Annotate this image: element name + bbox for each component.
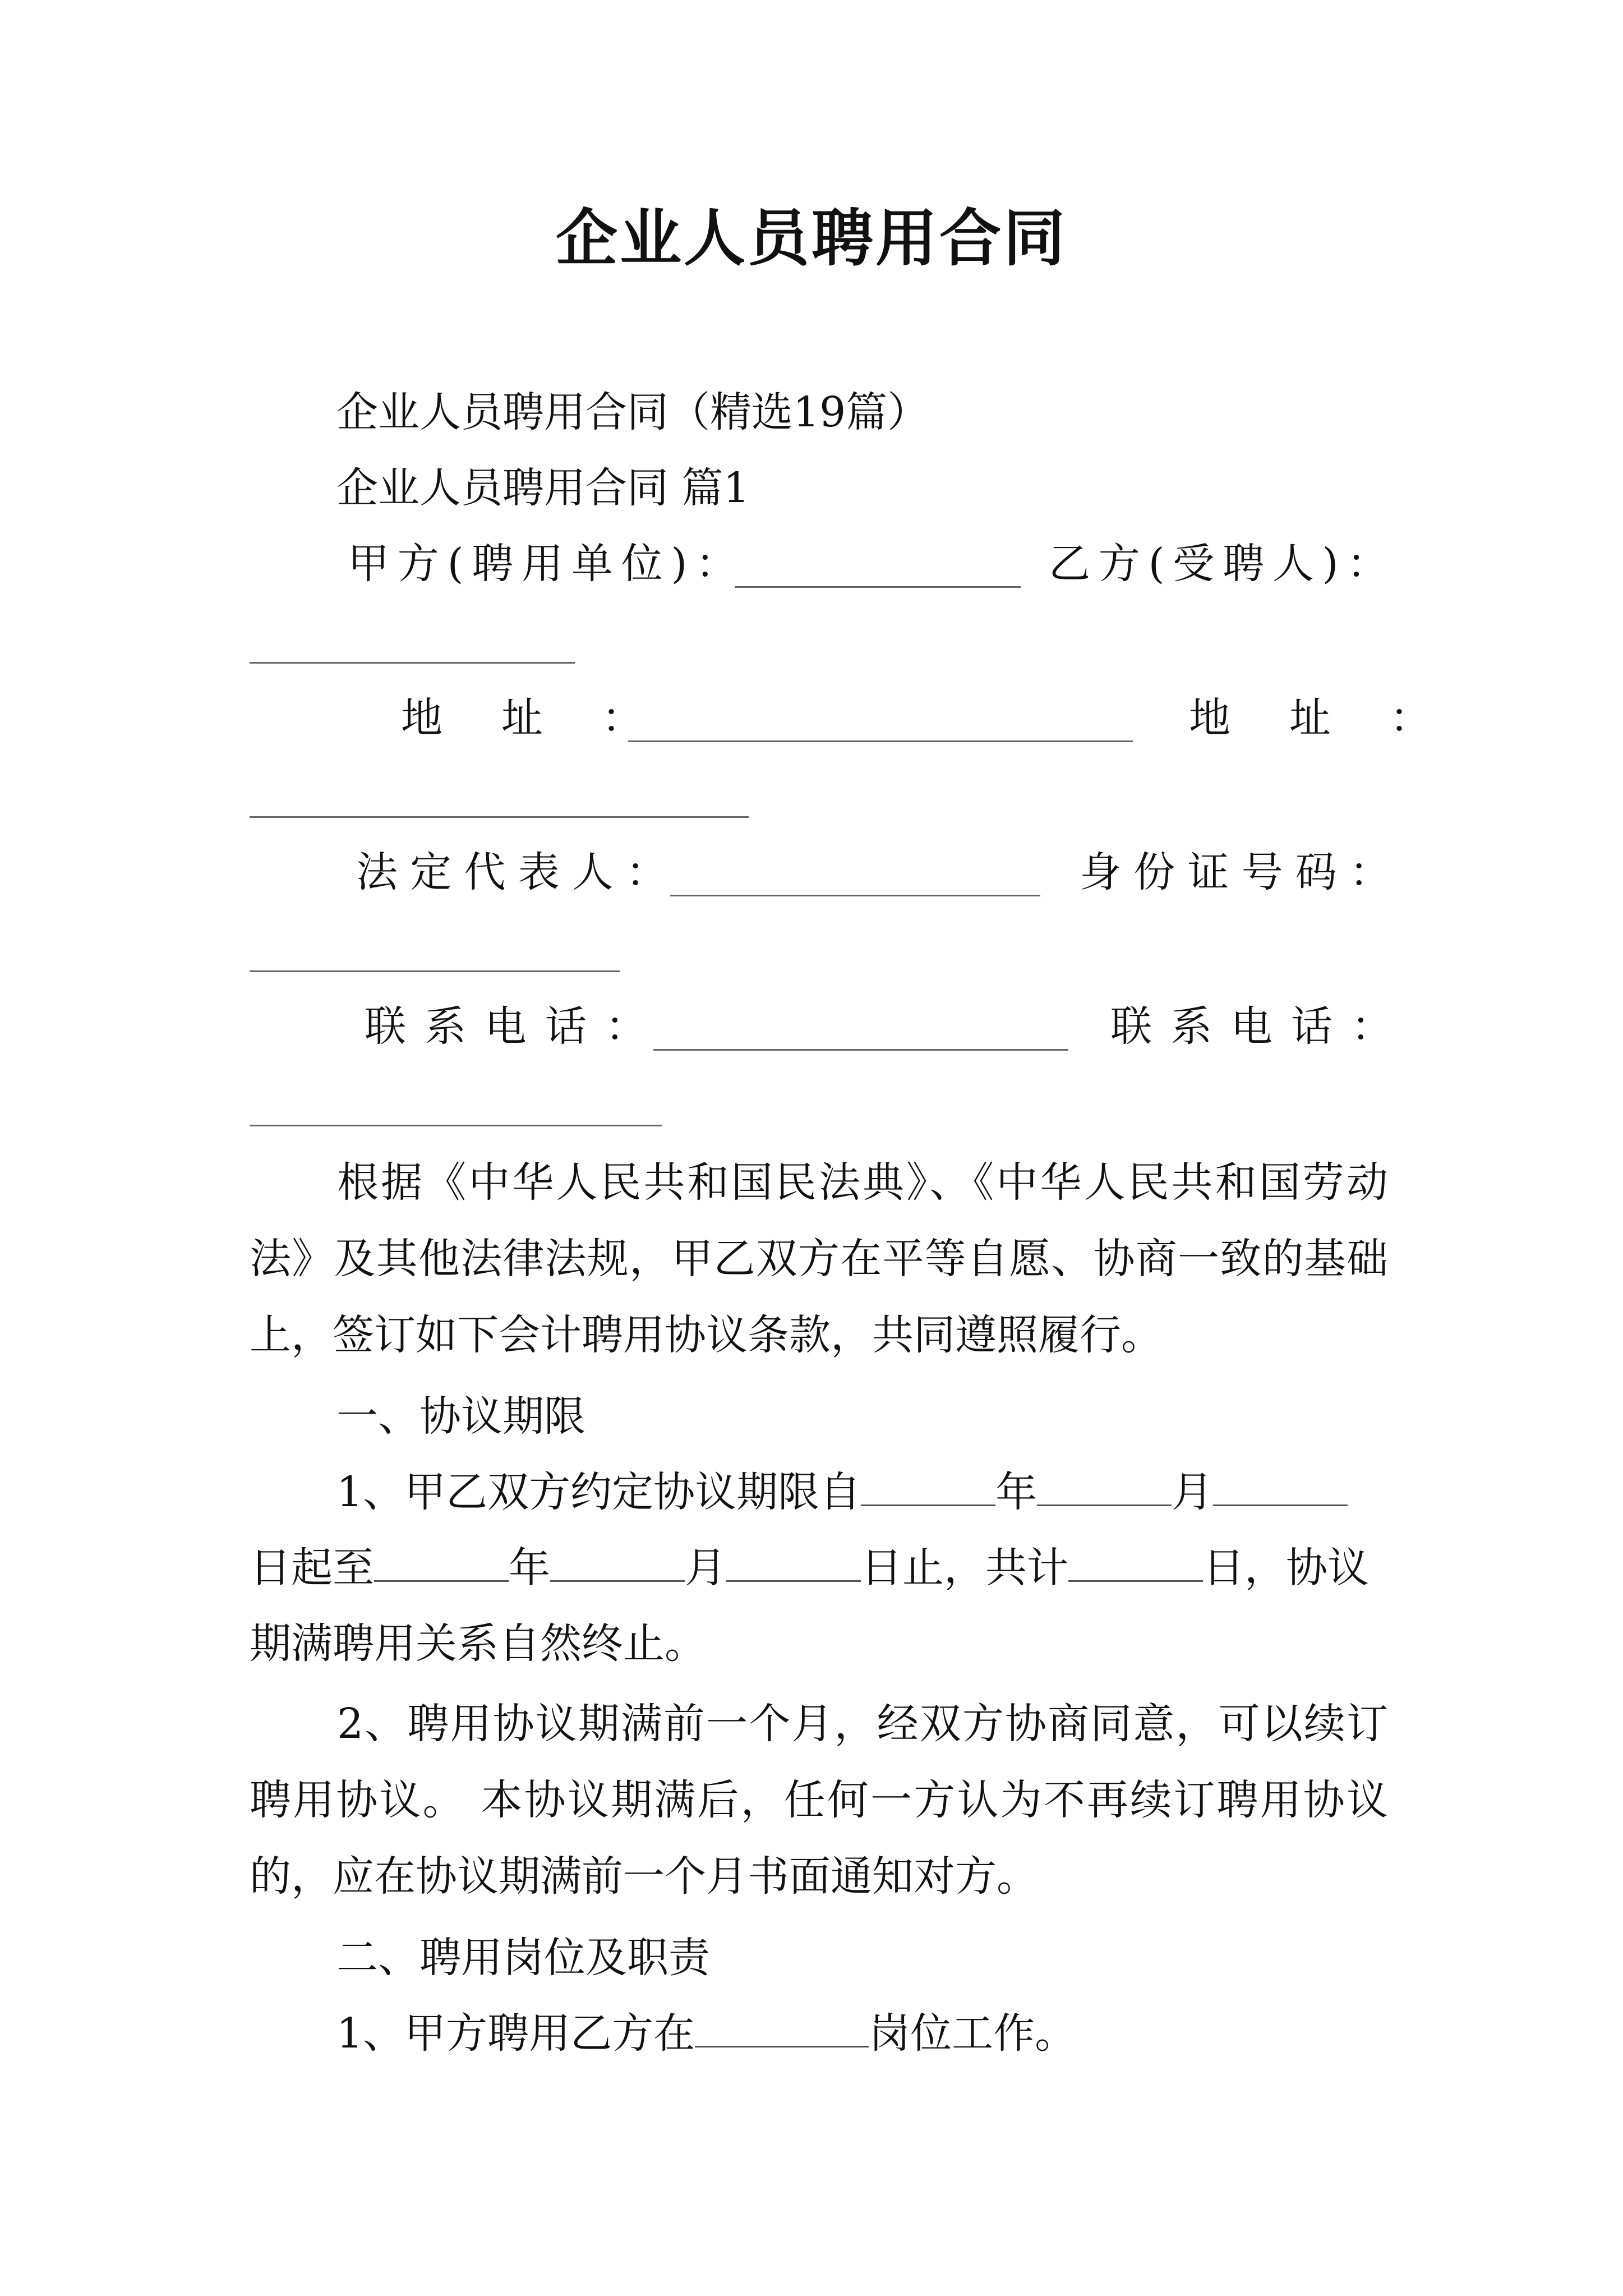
clause-1-2: 2、聘用协议期满前一个月，经双方协商同意，可以续订聘用协议。 本协议期满后，任何一方认为不再续订聘用协议的，应在协议期满前一个月书面通知对方。 xyxy=(250,1700,1388,1901)
id-number-label: 身份证号码： xyxy=(1080,848,1404,896)
clause-1-heading: 一、协议期限 xyxy=(336,1392,585,1441)
party-b-blank[interactable] xyxy=(250,662,575,664)
day-from-label: 日起至 xyxy=(250,1544,374,1592)
clause-2-1 xyxy=(336,2005,1076,2062)
month-label: 月 xyxy=(1172,1468,1214,1516)
address-label-b: 地 址 ： xyxy=(1189,694,1454,742)
legal-rep-blank[interactable] xyxy=(670,895,1040,896)
clause-1-1-line-3: 期满聘用关系自然终止。 xyxy=(250,1619,706,1668)
id-number-blank[interactable] xyxy=(250,970,620,972)
clause-1-1-line-1 xyxy=(336,1464,1348,1520)
address-label-a: 地 址 ： xyxy=(401,694,666,742)
legal-rep-label: 法定代表人： xyxy=(356,848,680,896)
start-month-blank[interactable] xyxy=(1037,1465,1172,1506)
address-b-blank[interactable] xyxy=(250,816,749,818)
clause-2-heading: 二、聘用岗位及职责 xyxy=(336,1934,710,1982)
total-days-blank[interactable] xyxy=(1068,1541,1203,1582)
phone-b-blank[interactable] xyxy=(250,1125,662,1126)
end-month-blank[interactable] xyxy=(550,1541,685,1582)
party-a-blank[interactable] xyxy=(735,586,1021,588)
day-to-label: 日止，共计 xyxy=(861,1544,1068,1592)
position-blank[interactable] xyxy=(695,2007,869,2047)
party-b-label: 乙方(受聘人)： xyxy=(1049,540,1397,588)
clause-2-1-suffix: 岗位工作。 xyxy=(869,2009,1077,2058)
address-a-blank[interactable] xyxy=(628,740,1133,742)
month-label-2: 月 xyxy=(685,1544,726,1592)
end-day-blank[interactable] xyxy=(726,1541,861,1582)
phone-a-blank[interactable] xyxy=(653,1049,1068,1051)
document-title: 企业人员聘用合同 xyxy=(556,202,1067,274)
clause-2-1-text: 1、甲方聘用乙方在 xyxy=(336,2009,695,2058)
document-subtitle: 企业人员聘用合同（精选19篇） xyxy=(336,388,929,436)
phone-label-b: 联系电话： xyxy=(1110,1002,1412,1051)
end-year-blank[interactable] xyxy=(374,1541,509,1582)
year-label: 年 xyxy=(995,1468,1038,1516)
days-label: 日，协议 xyxy=(1203,1544,1369,1592)
start-day-blank[interactable] xyxy=(1213,1465,1348,1506)
section-heading: 企业人员聘用合同 篇1 xyxy=(336,464,750,512)
clause-1-1-text: 1、甲乙双方约定协议期限自 xyxy=(336,1468,861,1516)
intro-paragraph: 根据《中华人民共和国民法典》、《中华人民共和国劳动法》及其他法律法规，甲乙双方在平等自愿、协商一致的基础上，签订如下会计聘用协议条款，共同遵照履行。 xyxy=(250,1158,1388,1359)
phone-label-a: 联系电话： xyxy=(365,1002,666,1051)
party-a-label: 甲方(聘用单位)： xyxy=(348,540,745,588)
clause-1-1-line-2 xyxy=(250,1540,1369,1596)
start-year-blank[interactable] xyxy=(861,1465,995,1506)
year-label-2: 年 xyxy=(509,1544,550,1592)
